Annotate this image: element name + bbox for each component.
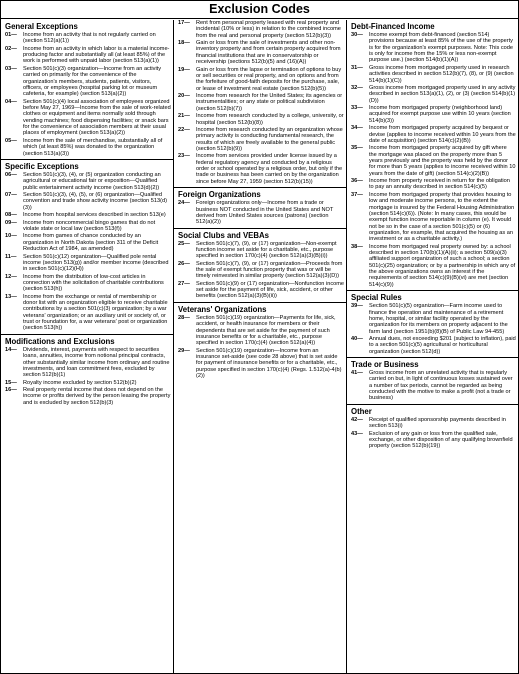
code-description: Royalty income excluded by section 512(b)(2) [23, 379, 137, 386]
code-description: Section 501(c)(4) local association of employees organized before May 27, 1969—Income from the sale of work-related clothes or equipment and items normally sold through vending machines; food dispensing facilities; or snack bars for the convenience of association members at their usual places of employment (section 513(a)(2)) [23, 98, 171, 137]
exclusion-code: 08— [5, 212, 17, 219]
code-entry [349, 303, 516, 335]
code-description: Income from mortgaged property that provides housing to low and moderate income persons, to the extent the mortgage is insured by the Federal Housing Administration (section 514(c)(6)). (Note: In many cases, this would be exempt function income reportable in column (e). It would not be so in the case of a section 501(c)(5) or (6) organization, for example, that acquired the housing as an investment or as a charitable activity.) [369, 191, 515, 243]
code-description: Income from mortgaged real property owned by: a school described in section 170(b)(1)(A)(ii); a section 509(a)(3) affiliated support organization of such a school; a section 501(c)(25) organization; or by a partnership in which any of the above organizations owns an interest if the requirements of section 514(c)(9)(B)(vi) are met (section 514(c)(9)) [369, 243, 516, 288]
code-entry [176, 20, 344, 39]
code-entry [349, 145, 516, 177]
code-description: Income from an activity that is not regularly carried on (section 512(a)(1)) [23, 32, 156, 45]
section-heading: Specific Exceptions [5, 161, 79, 171]
code-entry [349, 336, 516, 355]
section-heading: General Exceptions [5, 22, 78, 31]
code-description: Section 501(c)(12) organization—Qualified pole rental income (section 513(g)) and/or member income (described in section 501(c)(12)(H)) [23, 253, 169, 273]
code-description: Section 501(c)(3), (4), or (5) organization conducting an agricultural or educational fair or exposition—Qualified public entertainment activity income (section 513(d)(2)) [23, 171, 161, 191]
code-description: Gross income from an unrelated activity that is regularly carried on but, in light of continuous losses sustained over a number of tax periods, cannot be regarded as being conducted with the motive to make a profit (not a trade or business) [369, 370, 513, 402]
code-entry [3, 32, 171, 45]
code-entry [3, 99, 171, 137]
code-description: Income from mortgaged property (neighborhood land) acquired for exempt purpose use within 10 years (section 514(b)(3)) [369, 105, 511, 124]
code-description: Income from the exchange or rental of membership or donor list with an organization eligible to receive charitable contributions by a section 501(c)(3) organization; by a war veterans' organization; or an auxiliary unit or society of, or trust or foundation for, a war veterans' post or organization (section 513(h)) [23, 293, 168, 332]
code-description: Income from research conducted by a college, university, or hospital (section 512(b)(8)) [196, 113, 344, 126]
code-entry [349, 370, 516, 402]
code-description: Income from mortgaged property acquired by gift where the mortgage was placed on the property more than 5 years previously and the property was held by the donor for more than 5 years (applies to income received within 10 years from the date of gift) (section 514(c)(2)(B)) [369, 145, 516, 177]
exclusion-code: 06— [5, 171, 17, 178]
exclusion-code: 26— [178, 260, 190, 267]
section-heading: Foreign Organizations [178, 190, 261, 200]
code-entry [3, 347, 171, 379]
exclusion-code: 19— [178, 66, 190, 73]
section-divider [1, 159, 173, 160]
code-description: Section 501(c)(19) organization—Payments for life, sick, accident, or health insurance for members or their dependents that are set aside for the payment of such insurance benefits or for a charitable, etc., purpose specified in section 170(c)(4) (section 512(a)(4)) [196, 314, 336, 347]
exclusion-code: 11— [5, 253, 17, 260]
code-entry [176, 113, 344, 126]
code-description: Gain or loss from the lapse or termination of options to buy or sell securities or real property, and on options and from the forfeiture of good-faith deposits for the purchase, sale, or lease of investment real estate (section 512(b)(5)) [196, 66, 342, 92]
column-2 [173, 20, 346, 673]
code-entry [176, 67, 344, 92]
section-heading: Social Clubs and VEBAs [178, 230, 269, 240]
exclusion-code: 32— [351, 84, 363, 91]
exclusion-code: 28— [178, 314, 190, 321]
code-description: Income from property received in return for the obligation to pay an annuity described in section 514(c)(5) [369, 178, 510, 191]
code-entry [3, 233, 171, 252]
exclusion-code: 36— [351, 178, 363, 185]
code-description: Income from the sale of merchandise, substantially all of which (at least 85%) was donated to the organization (section 513(a)(3)) [23, 137, 163, 157]
column-3 [346, 20, 518, 673]
exclusion-code: 21— [178, 113, 190, 120]
column-1 [1, 20, 173, 673]
exclusion-code: 04— [5, 98, 17, 105]
exclusion-code: 02— [5, 45, 17, 52]
exclusion-code: 33— [351, 105, 363, 112]
code-entry [3, 66, 171, 98]
code-entry [176, 93, 344, 112]
exclusion-code: 15— [5, 379, 17, 386]
code-description: Dividends, interest, payments with respect to securities loans, annuities, income from notional principal contracts, other substantially similar income from ordinary and routine investments, and loan commitment fees, excluded by section 512(b)(1) [23, 346, 170, 379]
code-entry [349, 431, 516, 450]
section-divider [347, 404, 518, 405]
code-description: Income from research for the United States; its agencies or instrumentalities; or any state or political subdivision (section 512(b)(7)) [196, 93, 343, 112]
code-description: Rent from personal property leased with real property and incidental (10% or less) in relation to the combined income from the real and personal property (section 512(b)(3)) [196, 20, 341, 39]
section-heading: Modifications and Exclusions [5, 336, 115, 346]
exclusion-code: 22— [178, 126, 190, 133]
section-heading: Debt-Financed Income [351, 22, 435, 31]
section-divider [347, 290, 518, 291]
exclusion-code: 40— [351, 335, 363, 342]
code-description: Income from the distribution of low-cost articles in connection with the solicitation of charitable contributions (section 513(h)) [23, 273, 164, 293]
section-divider [174, 228, 346, 229]
section-heading: Veterans' Organizations [178, 304, 267, 314]
code-description: Section 501(c)(5) organization—Farm income used to finance the operation and maintenance of a retirement home, hospital, or similar facility operated by the organization for its members on property adjacent to the farm land (section 1951(b)(8)(B) of Public Law 94-455) [369, 303, 508, 335]
exclusion-code: 39— [351, 303, 363, 310]
code-entry [3, 212, 171, 218]
code-entry [176, 241, 344, 260]
exclusion-code: 25— [178, 240, 190, 247]
code-description: Section 501(c)(19) organization—Income from an insurance set-aside (see code 28 above) that is set aside for payment of insurance benefits or for a charitable, etc., purpose specified in section 170(c)(4) (Regs. 1.512(a)-4(b)(2)) [196, 347, 342, 379]
exclusion-code: 03— [5, 65, 17, 72]
code-description: Section 501(c)(7), (9), or (17) organization—Proceeds from the sale of exempt function property that was or will be timely reinvested in similar property (section 512(a)(3)(D)) [196, 260, 343, 280]
code-entry [349, 192, 516, 243]
code-description: Income from hospital services described in section 513(e) [23, 212, 166, 219]
code-description: Gross income from mortgaged property used in research activities described in section 512(b)(7), (8), or (9) (section 514(b)(1)(C)) [369, 64, 514, 84]
exclusion-code: 37— [351, 191, 363, 198]
code-description: Section 501(c)(3) organization—Income from an activity carried on primarily for the convenience of the organization's members, students, patients, visitors, officers, or employees (hospital parking lot or museum cafeteria, for example) (section 513(a)(2)) [23, 65, 162, 98]
exclusion-code: 24— [178, 200, 190, 207]
code-entry [3, 172, 171, 191]
code-description: Income from an activity in which labor is a material income-producing factor and substantially all (at least 85%) of the work is performed with unpaid labor (section 513(a)(1)) [23, 45, 170, 65]
code-entry [176, 153, 344, 185]
exclusion-code: 12— [5, 273, 17, 280]
exclusion-code: 10— [5, 233, 17, 240]
code-entry [349, 65, 516, 84]
exclusion-code: 09— [5, 219, 17, 226]
code-entry [176, 200, 344, 225]
code-entry [3, 192, 171, 211]
code-description: Exclusion of any gain or loss from the qualified sale, exchange, or other disposition of any qualifying brownfield property (section 512(b)(19)) [369, 430, 513, 450]
section-divider [1, 334, 173, 335]
exclusion-code: 38— [351, 243, 363, 250]
code-entry [349, 178, 516, 191]
code-entry [3, 46, 171, 65]
section-heading: Special Rules [351, 293, 402, 303]
code-description: Receipt of qualified sponsorship payments described in section 513(i) [369, 416, 506, 430]
code-entry [176, 261, 344, 280]
code-description: Section 501(c)(9) or (17) organization—Nonfunction income set aside for the payment of life, sick, accident, or other benefits (section 512(a)(3)(B)(ii)) [196, 280, 344, 300]
code-entry [349, 125, 516, 144]
section-divider [174, 302, 346, 303]
code-entry [349, 244, 516, 288]
code-entry [176, 281, 344, 300]
exclusion-code: 20— [178, 93, 190, 100]
section-divider [347, 357, 518, 358]
code-entry [3, 220, 171, 233]
exclusion-code: 43— [351, 430, 363, 437]
code-description: Section 501(c)(7), (9), or (17) organization—Non-exempt function income set aside for a charitable, etc., purpose specified in section 170(c)(4) (section 512(a)(3)(B)(i)) [196, 240, 337, 260]
exclusion-code: 31— [351, 64, 363, 71]
code-description: Income from services provided under license issued by a federal regulatory agency and conducted by a religious order or school operated by a religious order, but only if the trade or business has been carried on by the organization since before May 27, 1959 (section 512(b)(15)) [196, 153, 343, 185]
code-entry [349, 85, 516, 104]
code-entry [349, 32, 516, 64]
section-divider [174, 187, 346, 188]
exclusion-code: 34— [351, 125, 363, 132]
exclusion-code: 17— [178, 20, 190, 26]
code-description: Income from games of chance conducted by an organization in North Dakota (section 311 of the Deficit Reduction Act of 1984, as amended) [23, 233, 159, 253]
exclusion-code: 01— [5, 32, 17, 38]
code-description: Section 501(c)(3), (4), (5), or (6) organization—Qualified convention and trade show activity income (section 513(d)(3)) [23, 192, 167, 211]
code-entry [176, 348, 344, 380]
code-description: Real property rental income that does not depend on the income or profits derived by the person leasing the property and is excluded by section 512(b)(3) [23, 387, 171, 406]
section-heading: Trade or Business [351, 360, 419, 369]
exclusion-code: 42— [351, 416, 363, 423]
code-description: Income from mortgaged property acquired by bequest or devise (applies to income received within 10 years from the date of acquisition) (section 514(c)(2)(B)) [369, 125, 516, 144]
page-title: Exclusion Codes [1, 1, 518, 19]
exclusion-code: 13— [5, 293, 17, 300]
code-entry [3, 380, 171, 386]
code-description: Income from noncommercial bingo games that do not violate state or local law (section 513(f)) [23, 219, 156, 232]
exclusion-code: 41— [351, 370, 363, 376]
code-description: Gross income from mortgaged property used in any activity described in section 513(a)(1), (2), or (3) (section 514(b)(1)(D)) [369, 84, 516, 104]
exclusion-code: 07— [5, 192, 17, 199]
columns-container [1, 20, 518, 673]
code-entry [3, 274, 171, 293]
code-description: Foreign organizations only—Income from a trade or business NOT conducted in the United States and NOT derived from United States sources (patrons) (section 512(a)(2)) [196, 200, 334, 226]
code-entry [3, 387, 171, 406]
code-entry [3, 254, 171, 273]
code-description: Gain or loss from the sale of investments and other non-inventory property and from certain property acquired from financial institutions that are in conservatorship or receivership (sections 512(b)(5) and (16)(A)) [196, 40, 341, 66]
code-entry [3, 138, 171, 157]
section-heading: Other [351, 406, 372, 416]
exclusion-code: 16— [5, 387, 17, 394]
code-entry [176, 40, 344, 65]
code-entry [349, 417, 516, 430]
exclusion-code: 27— [178, 280, 190, 287]
exclusion-code: 35— [351, 145, 363, 152]
code-entry [3, 294, 171, 332]
exclusion-code: 18— [178, 40, 190, 47]
exclusion-code: 29— [178, 347, 190, 354]
exclusion-code: 05— [5, 137, 17, 144]
code-description: Income exempt from debt-financed (section 514) provisions because at least 85% of the use of the property is for the organization's exempt purposes. Note: This code is only for income from the 15% or less non-exempt purpose use.) (section 514(b)(1)(A)) [369, 32, 513, 64]
exclusion-code: 30— [351, 32, 363, 38]
code-description: Annual dues, not exceeding $201 (subject to inflation), paid to a section 501(c)(5) agricultural or horticultural organization (section 512(d)) [369, 335, 516, 355]
code-description: Income from research conducted by an organization whose primary activity is conducting fundamental research, the results of which are freely available to the general public (section 512(b)(9)) [196, 126, 343, 152]
exclusion-code: 23— [178, 153, 190, 160]
code-entry [176, 127, 344, 152]
code-entry [349, 105, 516, 124]
exclusion-code: 14— [5, 346, 17, 353]
code-entry [176, 315, 344, 347]
